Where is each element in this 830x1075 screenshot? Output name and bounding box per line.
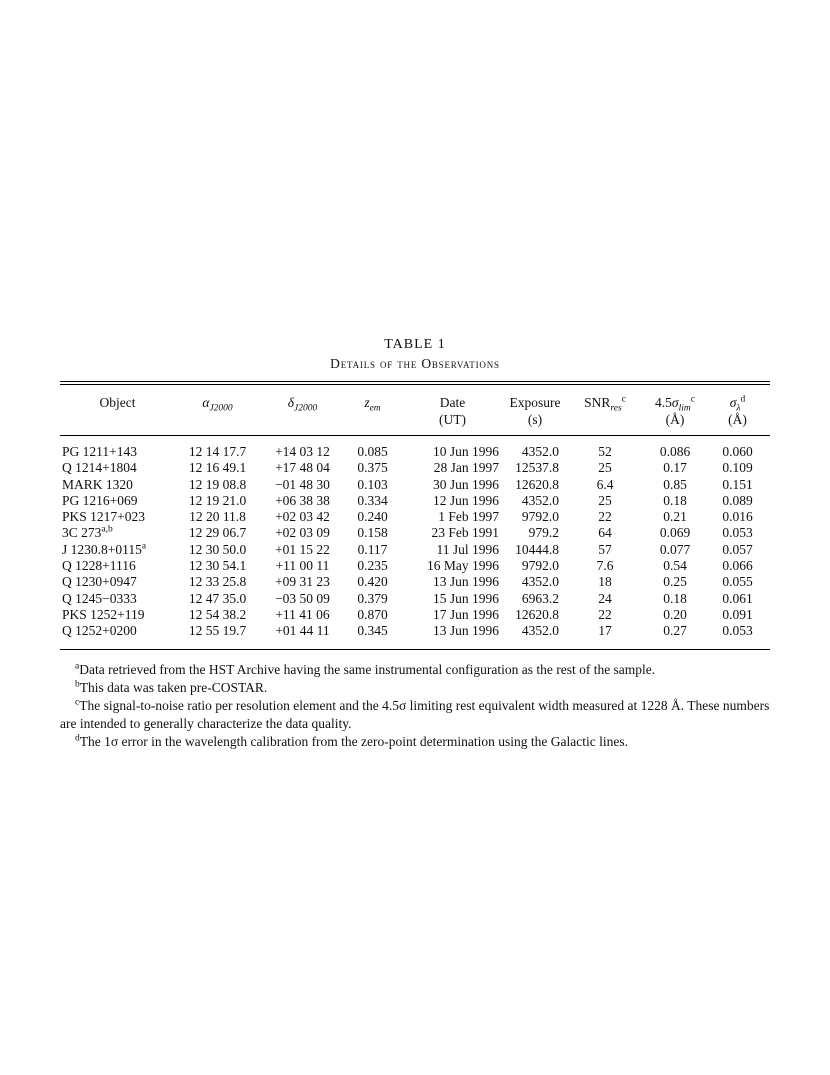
column-header-object: Object (60, 383, 175, 436)
table-header (60, 383, 770, 436)
column-header-dec: $\delta_{J2000}$ (260, 383, 345, 436)
cell-ra: 12 30 54.1 (188, 558, 247, 574)
cell-ew: 0.18 (663, 492, 687, 508)
cell-exposure: 979.2 (528, 525, 559, 541)
column-header-snr: $SNR_{res}^c$ (565, 383, 645, 436)
footnote-marker: a (75, 661, 80, 672)
cell-sigma: 0.066 (722, 558, 753, 574)
cell-ew: 0.086 (659, 444, 691, 459)
cell-z: 0.420 (357, 574, 388, 590)
table-row (60, 493, 770, 509)
cell-exposure: 12620.8 (515, 476, 559, 492)
cell-object: J $1230.8+0115^a$ (62, 541, 147, 557)
cell-ra: 12 14 17.7 (188, 444, 247, 459)
cell-snr: 57 (598, 541, 612, 557)
table-row (60, 436, 770, 461)
cell-snr: 52 (598, 444, 612, 459)
cell-snr: 6.4 (596, 476, 614, 492)
cell-date: 28 Jan 1997 (433, 460, 499, 476)
cell-ew: 0.20 (663, 606, 687, 622)
object-footnote-marker: a,b (101, 524, 113, 535)
cell-sigma: 0.061 (722, 590, 753, 606)
cell-object: 3C 273$^{a,b}$ (62, 524, 113, 541)
cell-dec: +01 15 22 (275, 541, 330, 557)
cell-ra: 12 19 08.8 (188, 476, 247, 492)
footnote-d: $^d$The 1σ error in the wavelength calibration from the zero-point determination using the Galactic lines. (75, 733, 628, 749)
cell-snr: 22 (598, 509, 612, 525)
footnote-c: $^c$The signal-to-noise ratio per resolution element and the 4.5σ limiting rest equivalent width measured at 1228 Å. These numbers are intended to generally characterize the data quality. (60, 697, 770, 731)
cell-date: 10 Jun 1996 (432, 444, 499, 459)
cell-sigma: 0.089 (722, 492, 753, 508)
cell-dec: +17 48 04 (275, 460, 330, 476)
table-row (60, 509, 770, 525)
cell-exposure: 4352.0 (521, 574, 559, 590)
footnote-a: $^a$Data retrieved from the HST Archive having the same instrumental configuration as the rest of the sample. (75, 661, 656, 677)
cell-exposure: 4352.0 (521, 492, 559, 508)
cell-z: 0.235 (357, 558, 388, 574)
cell-dec: +02 03 09 (275, 525, 330, 541)
cell-sigma: 0.060 (722, 444, 753, 459)
cell-exposure: 4352.0 (521, 623, 559, 639)
cell-snr: 18 (598, 574, 612, 590)
cell-ew: 0.27 (663, 623, 687, 639)
cell-sigma: 0.091 (722, 606, 753, 622)
cell-ew: 0.25 (663, 574, 687, 590)
cell-dec: +06 38 38 (275, 492, 330, 508)
cell-z: 0.345 (357, 623, 388, 639)
cell-dec: +11 00 11 (275, 558, 330, 574)
cell-ra: 12 16 49.1 (188, 460, 247, 476)
column-header-date: Date (UT) (400, 383, 505, 436)
cell-date: 13 Jun 1996 (432, 623, 499, 639)
cell-z: 0.379 (357, 590, 388, 606)
cell-exposure: 9792.0 (521, 509, 559, 525)
cell-sigma: 0.109 (722, 460, 753, 476)
object-footnote-marker: a (141, 541, 147, 552)
cell-exposure: 12620.8 (515, 606, 559, 622)
cell-object: MARK 1320 (62, 476, 133, 492)
cell-ew: 0.21 (663, 509, 687, 525)
cell-sigma: 0.053 (722, 525, 753, 541)
cell-exposure: 12537.8 (515, 460, 559, 476)
table-row (60, 574, 770, 590)
cell-object: Q 1245−0333 (62, 590, 137, 606)
cell-ra: 12 30 50.0 (188, 541, 247, 557)
cell-ew: 0.069 (659, 525, 691, 541)
cell-ew: 0.18 (663, 590, 687, 606)
cell-date: 13 Jun 1996 (432, 574, 499, 590)
cell-date: 30 Jun 1996 (432, 476, 499, 492)
cell-dec: +02 03 42 (275, 509, 330, 525)
cell-sigma: 0.057 (722, 541, 753, 557)
table-row (60, 623, 770, 649)
cell-ra: 12 47 35.0 (188, 590, 247, 606)
cell-object: PG 1211+143 (62, 444, 137, 459)
column-header-ew: $4.5\sigma_{lim}^c$ (Å) (645, 383, 705, 436)
cell-z: 0.103 (357, 476, 388, 492)
table-body (60, 436, 770, 650)
cell-ra: 12 20 11.8 (189, 509, 246, 525)
cell-object: Q 1230+0947 (62, 574, 137, 590)
cell-sigma: 0.053 (722, 623, 753, 639)
cell-exposure: 6963.2 (521, 590, 559, 606)
cell-object: PG 1216+069 (62, 492, 138, 508)
cell-ew: 0.54 (663, 558, 687, 574)
cell-z: 0.158 (357, 525, 388, 541)
table-row (60, 525, 770, 541)
cell-date: 15 Jun 1996 (432, 590, 499, 606)
cell-object: Q 1228+1116 (62, 558, 136, 574)
cell-snr: 25 (598, 460, 612, 476)
cell-snr: 25 (598, 492, 612, 508)
cell-z: 0.375 (357, 460, 388, 476)
cell-object: Q 1252+0200 (62, 623, 137, 639)
cell-ew: 0.077 (659, 541, 691, 557)
cell-dec: +01 44 11 (275, 623, 330, 639)
cell-sigma: 0.055 (722, 574, 753, 590)
table-row (60, 591, 770, 607)
footnote-marker: b (75, 679, 80, 690)
cell-dec: +14 03 12 (275, 444, 330, 459)
cell-ra: 12 19 21.0 (188, 492, 247, 508)
cell-date: 17 Jun 1996 (432, 606, 499, 622)
table-title: TABLE 1 (384, 337, 446, 352)
column-header-ra: $\alpha_{J2000}$ (175, 383, 260, 436)
table-row (60, 460, 770, 476)
observations-table (60, 381, 770, 650)
cell-object: PKS 1217+023 (62, 509, 146, 525)
table-block (60, 337, 770, 751)
table-row (60, 542, 770, 558)
cell-object: PKS 1252+119 (62, 606, 145, 622)
cell-ra: 12 33 25.8 (188, 574, 247, 590)
cell-z: 0.870 (357, 606, 388, 622)
table-header-row (60, 383, 770, 436)
cell-dec: −01 48 30 (275, 476, 330, 492)
column-header-exposure: Exposure (s) (505, 383, 565, 436)
cell-date: 16 May 1996 (427, 558, 499, 574)
cell-snr: 64 (598, 525, 612, 541)
cell-exposure: 9792.0 (521, 558, 559, 574)
cell-dec: −03 50 09 (275, 590, 330, 606)
cell-date: 11 Jul 1996 (436, 541, 499, 557)
table-row (60, 477, 770, 493)
cell-object: Q 1214+1804 (62, 460, 137, 476)
cell-z: 0.334 (357, 492, 388, 508)
cell-sigma: 0.016 (722, 509, 753, 525)
footnote-b: $^b$This data was taken pre-COSTAR. (75, 679, 268, 695)
cell-z: 0.240 (357, 509, 388, 525)
footnotes (60, 661, 770, 751)
column-header-z: $z_{em}$ (345, 383, 400, 436)
cell-date: 1 Feb 1997 (438, 509, 499, 525)
cell-ew: 0.85 (663, 476, 687, 492)
cell-z: 0.117 (357, 541, 388, 557)
cell-sigma: 0.151 (722, 476, 753, 492)
cell-snr: 24 (598, 590, 612, 606)
cell-date: 23 Feb 1991 (431, 525, 499, 541)
footnote-marker: d (75, 733, 80, 744)
cell-ra: 12 29 06.7 (188, 525, 247, 541)
cell-exposure: 10444.8 (515, 541, 559, 557)
cell-ra: 12 55 19.7 (188, 623, 247, 639)
table-row (60, 558, 770, 574)
cell-date: 12 Jun 1996 (432, 492, 499, 508)
cell-snr: 22 (598, 606, 612, 622)
column-header-sigma: $\sigma_\lambda^d$ (Å) (705, 383, 770, 436)
cell-exposure: 4352.0 (521, 444, 559, 459)
cell-z: 0.085 (357, 444, 388, 459)
cell-snr: 7.6 (596, 558, 614, 574)
cell-snr: 17 (598, 623, 612, 639)
cell-dec: +11 41 06 (275, 606, 330, 622)
cell-ra: 12 54 38.2 (188, 606, 247, 622)
cell-ew: 0.17 (663, 460, 687, 476)
table-row (60, 607, 770, 623)
cell-dec: +09 31 23 (275, 574, 330, 590)
table-subtitle: Details of the Observations (330, 356, 500, 371)
footnote-marker: c (75, 697, 80, 708)
